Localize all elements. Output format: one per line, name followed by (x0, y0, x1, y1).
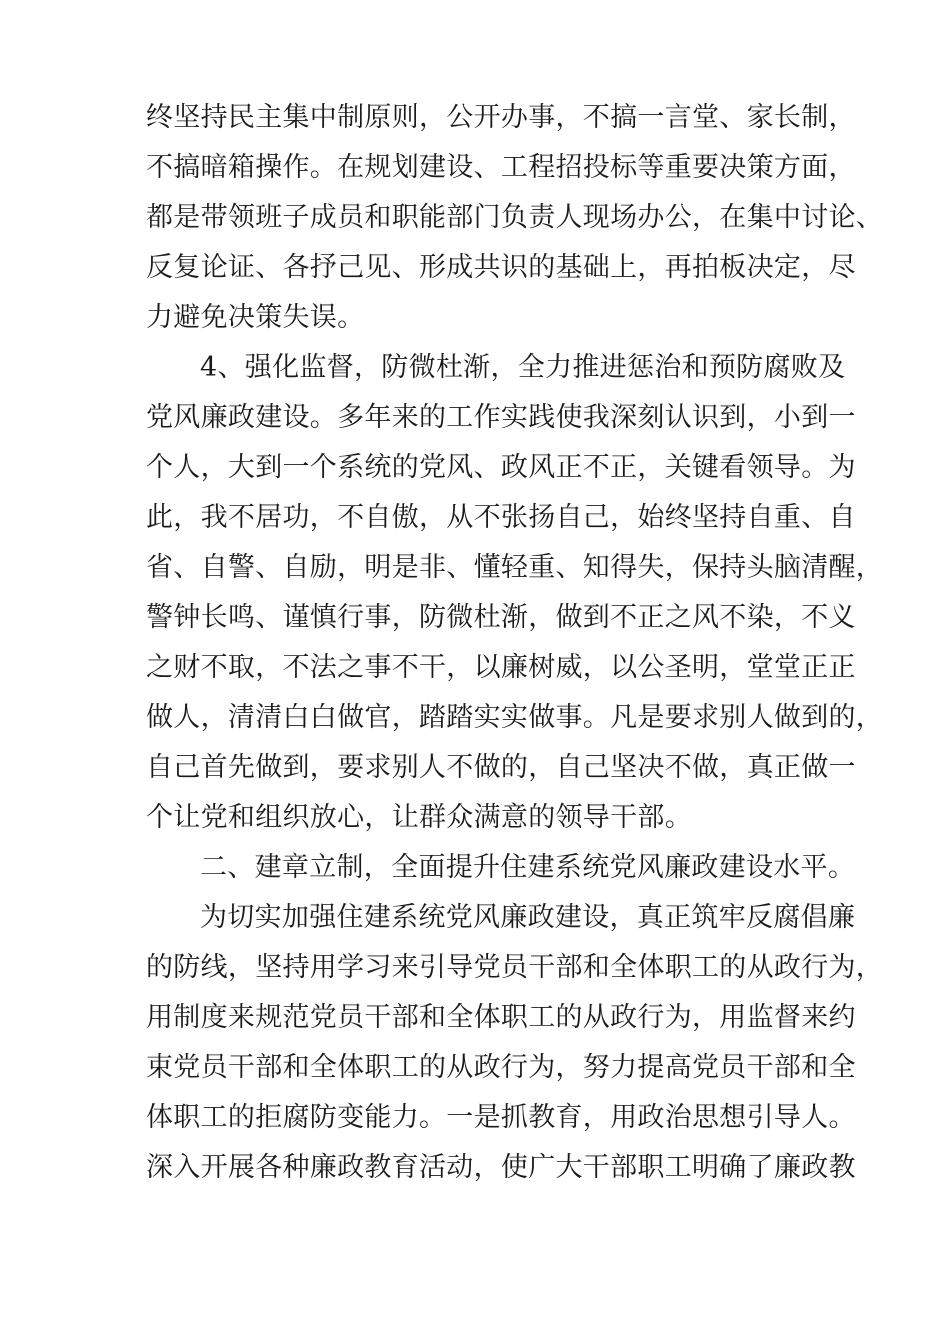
text-line: 个人，大到一个系统的党风、政风正不正，关键看领导。为 (146, 452, 856, 483)
text-line: 反复论证、各抒己见、形成共识的基础上，再拍板决定，尽 (146, 252, 856, 283)
text-line: 的防线，坚持用学习来引导党员干部和全体职工的从政行为， (146, 952, 884, 983)
document-body (146, 93, 884, 1193)
paragraph-start-line: 4、强化监督，防微杜渐，全力推进惩治和预防腐败及 (200, 352, 846, 383)
text-line: 深入开展各种廉政教育活动，使广大干部职工明确了廉政教 (146, 1152, 856, 1183)
text-line: 用制度来规范党员干部和全体职工的从政行为，用监督来约 (146, 1002, 856, 1033)
text-line: 党风廉政建设。多年来的工作实践使我深刻认识到，小到一 (146, 402, 856, 433)
text-line: 自己首先做到，要求别人不做的，自己坚决不做，真正做一 (146, 752, 856, 783)
text-line: 省、自警、自励，明是非、懂轻重、知得失，保持头脑清醒， (146, 552, 884, 583)
text-line: 此，我不居功，不自傲，从不张扬自己，始终坚持自重、自 (146, 502, 856, 533)
paragraph-start-line: 为切实加强住建系统党风廉政建设，真正筑牢反腐倡廉 (200, 902, 856, 933)
text-line: 终坚持民主集中制原则，公开办事，不搞一言堂、家长制， (146, 102, 856, 133)
text-line: 不搞暗箱操作。在规划建设、工程招投标等重要决策方面， (146, 152, 856, 183)
text-line: 个让党和组织放心，让群众满意的领导干部。 (146, 802, 692, 833)
text-line: 都是带领班子成员和职能部门负责人现场办公，在集中讨论、 (146, 202, 884, 233)
text-line: 做人，清清白白做官，踏踏实实做事。凡是要求别人做到的， (146, 702, 884, 733)
text-line: 警钟长鸣、谨慎行事，防微杜渐，做到不正之风不染，不义 (146, 602, 856, 633)
section-heading: 二、建章立制，全面提升住建系统党风廉政建设水平。 (200, 852, 856, 883)
text-line: 体职工的拒腐防变能力。一是抓教育，用政治思想引导人。 (146, 1102, 856, 1133)
text-line: 力避免决策失误。 (146, 302, 365, 333)
text-line: 束党员干部和全体职工的从政行为，努力提高党员干部和全 (146, 1052, 856, 1083)
text-line: 之财不取，不法之事不干，以廉树威，以公圣明，堂堂正正 (146, 652, 856, 683)
